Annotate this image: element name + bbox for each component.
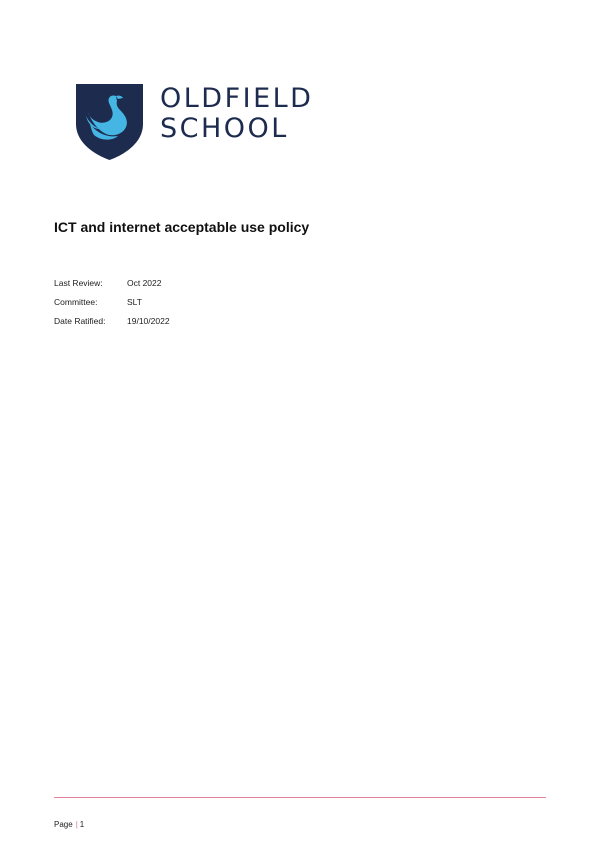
page-label: Page	[54, 820, 73, 829]
swan-shield-icon	[76, 84, 143, 160]
meta-row-committee	[54, 292, 170, 311]
school-wordmark	[160, 84, 313, 144]
document-title: ICT and internet acceptable use policy	[54, 219, 310, 235]
school-logo	[76, 84, 313, 160]
page-separator: |	[75, 820, 78, 829]
page-footer	[54, 820, 84, 829]
meta-value: 19/10/2022	[127, 315, 170, 326]
page-number: 1	[79, 820, 85, 829]
meta-value: Oct 2022	[127, 277, 162, 288]
footer-divider	[54, 797, 546, 798]
meta-label: Date Ratified:	[54, 315, 106, 326]
meta-label: Last Review:	[54, 277, 103, 288]
wordmark-line-1: OLDFIELD	[160, 83, 314, 114]
meta-row-date-ratified	[54, 311, 170, 330]
wordmark-line-2: SCHOOL	[160, 113, 289, 144]
meta-label: Committee:	[54, 296, 98, 307]
meta-row-last-review	[54, 273, 170, 292]
meta-value: SLT	[127, 296, 142, 307]
document-metadata	[54, 273, 170, 330]
